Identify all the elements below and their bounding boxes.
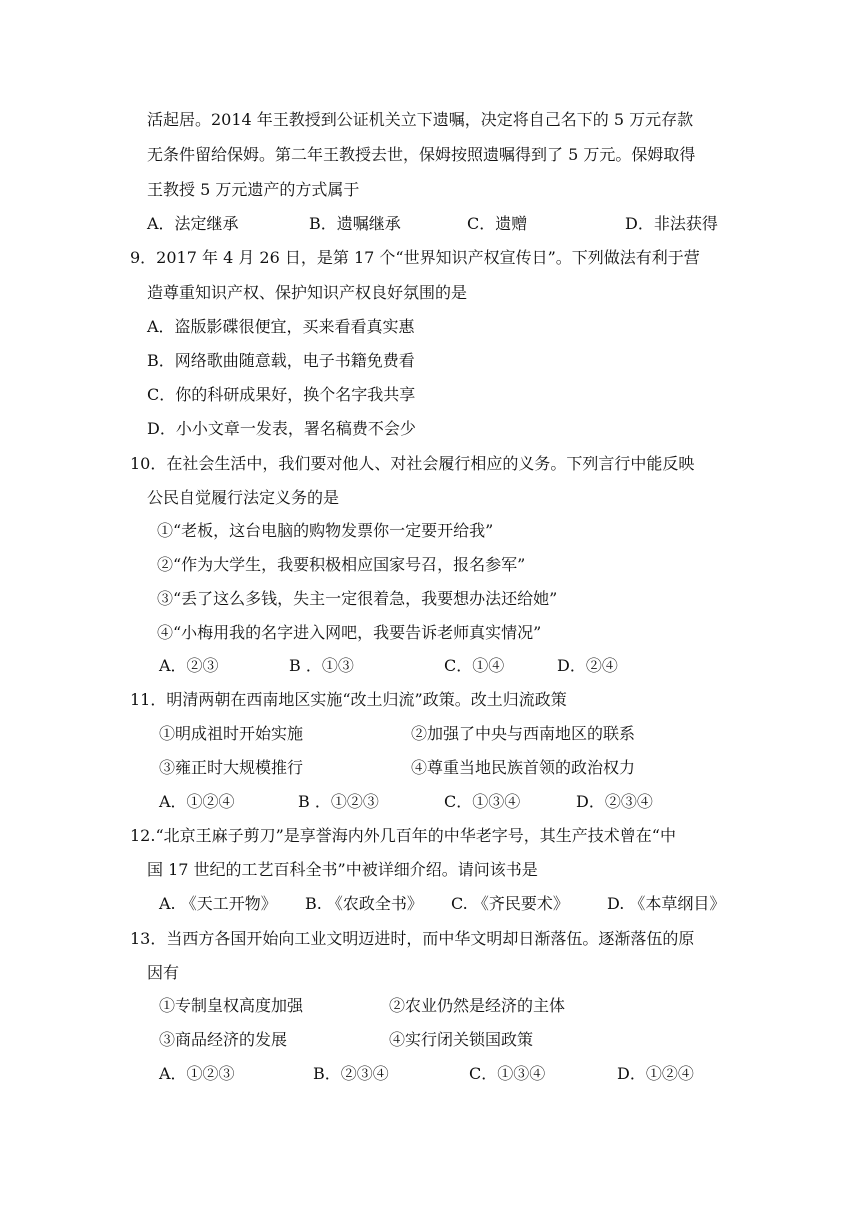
q10-option-a: A．②③ (159, 656, 219, 675)
q11-item-2: ②加强了中央与西南地区的联系 (411, 724, 636, 743)
q11-item-1: ①明成祖时开始实施 (159, 724, 304, 743)
q11-option-d: D．②③④ (576, 792, 653, 811)
q13-item-1: ①专制皇权高度加强 (159, 996, 304, 1015)
q10-option-d: D．②④ (557, 656, 618, 675)
q10-item-1: ①“老板，这台电脑的购物发票你一定要开给我” (157, 521, 494, 540)
q10-item-2: ②“作为大学生，我要积极相应国家号召，报名参军” (157, 555, 526, 574)
q12-line-2: 国 17 世纪的工艺百科全书”中被详细介绍。请问该书是 (147, 860, 538, 879)
q10-line-1: 10．在社会生活中，我们要对他人、对社会履行相应的义务。下列言行中能反映 (130, 454, 695, 473)
q10-line-2: 公民自觉履行法定义务的是 (147, 488, 340, 507)
q13-option-a: A．①②③ (159, 1064, 235, 1083)
q11-option-c: C．①③④ (444, 792, 521, 811)
q10-item-4: ④“小梅用我的名字进入网吧，我要告诉老师真实情况” (157, 623, 542, 642)
q9-option-a: A．盗版影碟很便宜，买来看看真实惠 (147, 317, 415, 336)
q9-option-d: D．小小文章一发表，署名稿费不会少 (147, 419, 416, 438)
q11-line-1: 11．明清两朝在西南地区实施“改土归流”政策。改土归流政策 (130, 690, 567, 709)
q12-option-c: C. 《齐民要术》 (451, 894, 569, 913)
q9-line-1: 9．2017 年 4 月 26 日，是第 17 个“世界知识产权宣传日”。下列做法有利于营 (130, 248, 700, 267)
q8-line-2: 无条件留给保姆。第二年王教授去世，保姆按照遗嘱得到了 5 万元。保姆取得 (147, 145, 696, 164)
q11-item-4: ④尊重当地民族首领的政治权力 (411, 758, 636, 777)
q12-option-a: A. 《天工开物》 (159, 894, 277, 913)
q10-option-c: C．①④ (444, 656, 505, 675)
q13-option-d: D．①②④ (617, 1064, 694, 1083)
q13-item-4: ④实行闭关锁国政策 (389, 1030, 534, 1049)
q12-option-d: D. 《本草纲目》 (607, 894, 726, 913)
q8-line-3: 王教授 5 万元遗产的方式属于 (147, 180, 360, 199)
q8-option-b: B．遗嘱继承 (309, 214, 401, 233)
q11-option-b: B ．①②③ (298, 792, 379, 811)
q8-option-a: A．法定继承 (147, 214, 239, 233)
q8-option-d: D．非法获得 (625, 214, 718, 233)
q13-option-b: B．②③④ (313, 1064, 389, 1083)
q13-item-3: ③商品经济的发展 (159, 1030, 288, 1049)
q8-option-c: C．遗赠 (467, 214, 528, 233)
q13-item-2: ②农业仍然是经济的主体 (389, 996, 566, 1015)
q11-option-a: A．①②④ (159, 792, 235, 811)
q11-item-3: ③雍正时大规模推行 (159, 758, 304, 777)
q9-option-b: B．网络歌曲随意载，电子书籍免费看 (147, 351, 415, 370)
q10-option-b: B ．①③ (289, 656, 354, 675)
q12-line-1: 12.“北京王麻子剪刀”是享誉海内外几百年的中华老字号，其生产技术曾在“中 (130, 826, 676, 845)
q9-option-c: C．你的科研成果好，换个名字我共享 (147, 385, 416, 404)
q10-item-3: ③“丢了这么多钱，失主一定很着急，我要想办法还给她” (157, 589, 558, 608)
q13-line-1: 13．当西方各国开始向工业文明迈进时，而中华文明却日渐落伍。逐渐落伍的原 (130, 929, 695, 948)
q12-option-b: B. 《农政全书》 (305, 894, 423, 913)
q9-line-2: 造尊重知识产权、保护知识产权良好氛围的是 (147, 283, 468, 302)
q13-line-2: 因有 (147, 963, 180, 982)
q13-option-c: C．①③④ (469, 1064, 546, 1083)
q8-line-1: 活起居。2014 年王教授到公证机关立下遗嘱，决定将自己名下的 5 万元存款 (147, 110, 694, 129)
